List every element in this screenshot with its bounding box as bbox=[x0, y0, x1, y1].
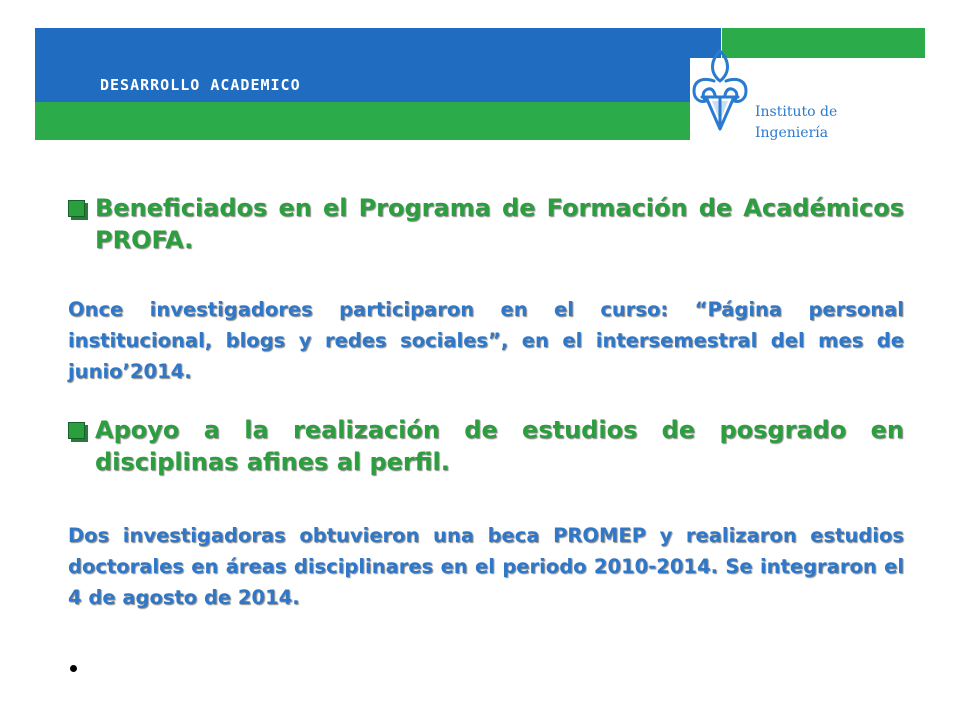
bullet-dot bbox=[70, 665, 77, 672]
header-title: DESARROLLO ACADEMICO bbox=[100, 76, 301, 94]
bullet-text: Apoyo a la realización de estudios de posgrado en disciplinas afines al perfil. bbox=[95, 416, 904, 476]
fleur-de-lis-logo-icon bbox=[688, 47, 752, 131]
bullet-profa bbox=[68, 192, 904, 256]
slide-content bbox=[68, 192, 904, 613]
bullet-posgrado bbox=[68, 414, 904, 478]
institute-name: Instituto de Ingeniería bbox=[755, 104, 838, 140]
checkbox-bullet-icon bbox=[68, 200, 85, 217]
bullet-text: Beneficiados en el Programa de Formación de Académicos PROFA. bbox=[95, 194, 904, 254]
paragraph-posgrado: Dos investigadoras obtuvieron una beca PROMEP y realizaron estudios doctorales en áreas disciplinares en el periodo 2010-2014. Se integraron el 4 de agosto de 2014. bbox=[68, 524, 904, 609]
header-green-band bbox=[35, 102, 721, 140]
paragraph-profa: Once investigadores participaron en el curso: “Página personal institucional, blogs y redes sociales”, en el intersemestral del mes de junio’2014. bbox=[68, 298, 904, 383]
checkbox-bullet-icon bbox=[68, 422, 85, 439]
